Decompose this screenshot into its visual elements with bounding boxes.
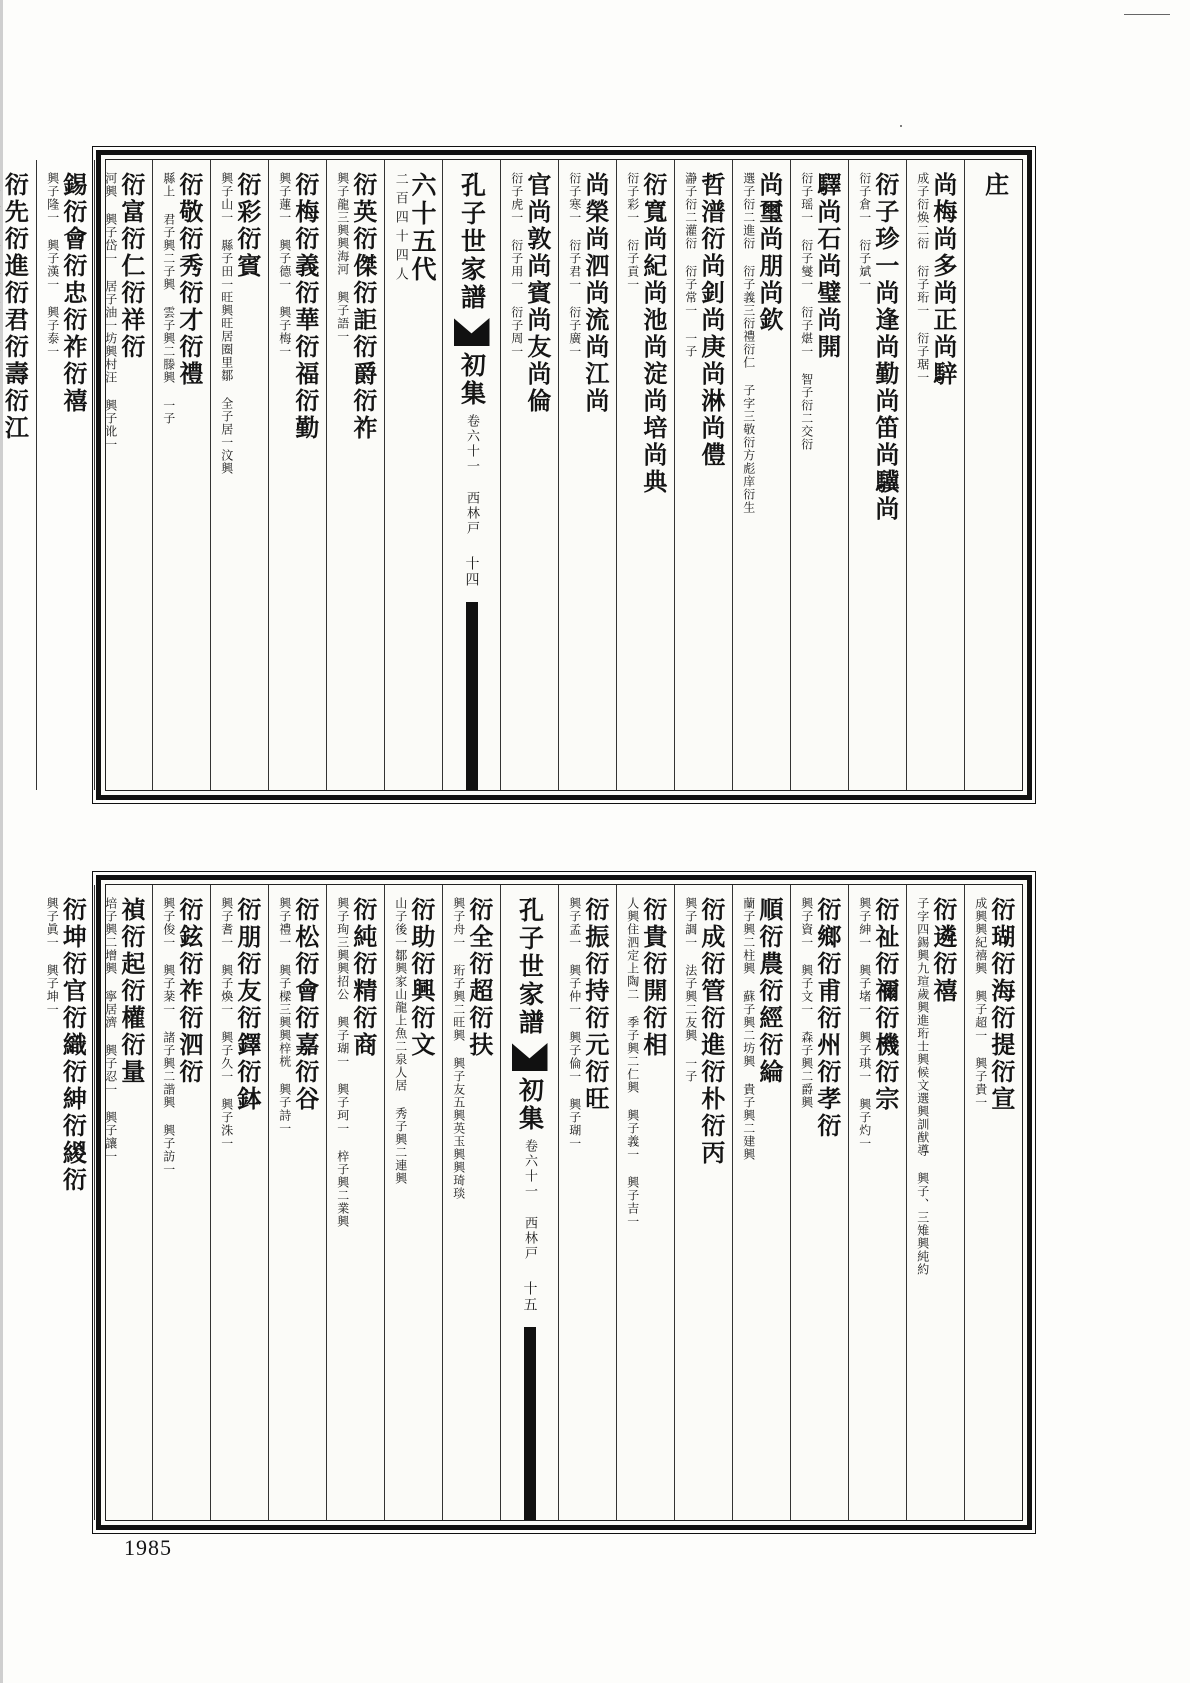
genealogy-column xyxy=(36,160,94,790)
person-names: 庄 xyxy=(980,172,1010,199)
genealogy-column xyxy=(268,160,326,790)
person-names: 衍遴衍禧 xyxy=(928,897,958,1005)
genealogy-column xyxy=(790,885,848,1520)
genealogy-page-bottom xyxy=(45,875,1032,1530)
volume-label: 卷六十一 西林戸 xyxy=(522,1139,537,1261)
descendant-note: 衍子彩一 衍子貢一 xyxy=(625,172,640,291)
generation-count: 二百四十四人 xyxy=(392,172,408,286)
genealogy-column xyxy=(500,160,558,790)
descendant-note: 蘭子興二柱興 蘇子興二坊興 貴子興二建興 xyxy=(741,897,756,1161)
person-names: 衍貴衍開衍相 xyxy=(638,897,668,1059)
generation-heading-column xyxy=(384,160,442,790)
genealogy-column xyxy=(616,885,674,1520)
genealogy-column xyxy=(906,885,964,1520)
genealogy-column xyxy=(326,885,384,1520)
person-names: 官尚敦尚賓尚友尚倫 xyxy=(522,172,552,415)
person-names: 衍富衍仁衍祥衍 xyxy=(116,172,146,361)
center-fold-column xyxy=(442,160,500,790)
descendant-note: 興子眞一 興子坤一 xyxy=(45,897,60,1016)
genealogy-column xyxy=(964,160,1022,790)
person-names: 錫衍會衍忠衍祚衍禧 xyxy=(58,172,88,415)
descendant-note: 衍子寒一 衍子君一 衍子廣一 xyxy=(567,172,582,358)
genealogy-column xyxy=(732,885,790,1520)
descendant-note: 興子俊一 興子棻一 諸子興二諧興 興子訪一 xyxy=(161,897,176,1176)
descendant-note: 興子禮一 興子樑三興興梓桄 興子詩一 xyxy=(277,897,292,1135)
genealogy-column xyxy=(152,160,210,790)
descendant-note: 興子資一 興子文一 森子興二爵興 xyxy=(799,897,814,1109)
person-names: 衍寬尚紀尚池尚淀尚培尚典 xyxy=(638,172,668,496)
genealogy-columns-top xyxy=(0,159,1023,791)
descendant-note: 選子衍二進衍 衍子義三衍禮衍仁 子字三敬衍方彪庠衍生 xyxy=(741,172,756,514)
genealogy-column xyxy=(442,885,500,1520)
descendant-note: 人興住泗定上陶二 季子興二仁興 興子義一 興子吉一 xyxy=(625,897,640,1228)
descendant-note: 山子後一鄒興家山龍上魚二泉人居 秀子興二連興 xyxy=(393,897,408,1185)
leaf-number: 十五 xyxy=(521,1281,538,1313)
person-names: 禎衍起衍權衍量 xyxy=(116,897,146,1086)
person-names: 衍全衍超衍扶 xyxy=(464,897,494,1059)
genealogy-column xyxy=(210,160,268,790)
genealogy-column xyxy=(152,885,210,1520)
generation-heading: 六十五代 xyxy=(407,172,437,284)
genealogy-column xyxy=(558,160,616,790)
descendant-note: 衍子虎一 衍子用一 衍子周一 xyxy=(509,172,524,358)
descendant-note: 興子紳一 興子堵一 興子琪一 興子灼一 xyxy=(857,897,872,1150)
person-names: 衍朋衍友衍鐸衍鉢 xyxy=(232,897,262,1113)
genealogy-column xyxy=(732,160,790,790)
descendant-note: 興子隆一 興子漢一 興子泰一 xyxy=(45,172,60,358)
person-names: 衍彩衍賓 xyxy=(232,172,262,280)
genealogy-column xyxy=(964,885,1022,1520)
descendant-note: 瀞子衍二灌衍 衍子常一 一子 xyxy=(683,172,698,358)
person-names: 衍子珍一尚逢尚勤尚笛尚驥尚 xyxy=(870,172,900,523)
person-names: 衍助衍興衍文 xyxy=(406,897,436,1059)
fish-tail-mark xyxy=(454,318,490,346)
genealogy-column xyxy=(210,885,268,1520)
page-number: 1985 xyxy=(124,1535,172,1560)
person-names: 衍瑚衍海衍提衍宣 xyxy=(986,897,1016,1113)
descendant-note: 興子舟一 珩子興二旺興 興子友五興英玉興興琦琰 xyxy=(451,897,466,1200)
genealogy-column xyxy=(0,160,36,790)
person-names: 衍梅衍義衍華衍福衍勤 xyxy=(290,172,320,442)
person-names: 驛尚石尚璧尚開 xyxy=(812,172,842,361)
genealogy-column xyxy=(268,885,326,1520)
descendant-note: 興子龍三興興海河 興子語一 xyxy=(335,172,350,343)
collection-label: 初集 xyxy=(457,352,487,408)
person-names: 衍敬衍秀衍才衍禮 xyxy=(174,172,204,388)
person-names: 衍鄉衍甫衍州衍孝衍 xyxy=(812,897,842,1140)
person-names: 尚榮尚泗尚流尚江尚 xyxy=(580,172,610,415)
person-names: 衍純衍精衍商 xyxy=(348,897,378,1059)
genealogy-column xyxy=(558,885,616,1520)
genealogy-column xyxy=(674,885,732,1520)
person-names: 衍成衍管衍進衍朴衍丙 xyxy=(696,897,726,1167)
book-title: 孔子世家譜 xyxy=(515,897,545,1037)
leaf-number: 十四 xyxy=(463,556,480,588)
person-names: 衍松衍會衍嘉衍谷 xyxy=(290,897,320,1113)
genealogy-column xyxy=(616,160,674,790)
genealogy-column xyxy=(790,160,848,790)
person-names: 衍鉉衍祚衍泗衍 xyxy=(174,897,204,1086)
person-names: 衍祉衍禰衍機衍宗 xyxy=(870,897,900,1113)
descendant-note: 興子珣三興興招公 興子瑚一 興子珂一 梓子興二業興 xyxy=(335,897,350,1228)
genealogy-column xyxy=(906,160,964,790)
descendant-note: 培子興二增興 寧居濟 興子忍一 興子讓一 xyxy=(103,897,118,1163)
person-names: 衍英衍傑衍詎衍爵衍祚 xyxy=(348,172,378,442)
genealogy-column xyxy=(36,885,94,1520)
genealogy-column xyxy=(384,885,442,1520)
genealogy-column xyxy=(674,160,732,790)
descendant-note: 衍子瑶一 衍子燮一 衍子煁一 智子衍二交衍 xyxy=(799,172,814,451)
fold-bar xyxy=(466,602,478,790)
descendant-note: 興子山一 縣子田一旺興旺居圈里鄒 全子居一汶興 xyxy=(219,172,234,475)
person-names: 順衍農衍經衍綸 xyxy=(754,897,784,1086)
center-fold-column xyxy=(500,885,558,1520)
descendant-note: 縣上 君子興二子興 雲子興二滕興 一子 xyxy=(161,172,176,425)
genealogy-column xyxy=(848,885,906,1520)
descendant-note: 興子孟一 興子仲一 興子倫一 興子瑚一 xyxy=(567,897,582,1150)
descendant-note: 河興 興子岱一 居子油一坊興村汪 興子讹一 xyxy=(103,172,118,451)
descendant-note: 興子耆一 興子煥一 興子久一 興子洙一 xyxy=(219,897,234,1150)
corner-mark xyxy=(1124,14,1170,15)
scan-speck xyxy=(900,125,902,127)
fold-bar xyxy=(524,1327,536,1520)
genealogy-column xyxy=(94,885,152,1520)
genealogy-column xyxy=(94,160,152,790)
descendant-note: 興子調一 法子興二友興 一子 xyxy=(683,897,698,1083)
person-names: 尚梅尚多尚正尚騂 xyxy=(928,172,958,388)
book-title: 孔子世家譜 xyxy=(457,172,487,312)
collection-label: 初集 xyxy=(515,1077,545,1133)
person-names: 哲潽衍尚釗尚庚尚淋尚僼 xyxy=(696,172,726,469)
genealogy-page-top xyxy=(0,150,1032,800)
person-names: 尚璽尚朋尚欽 xyxy=(754,172,784,334)
person-names: 衍坤衍官衍織衍紳衍緵衍 xyxy=(58,897,88,1194)
genealogy-columns-bottom xyxy=(45,884,1023,1521)
descendant-note: 衍子倉一 衍子斌一 xyxy=(857,172,872,291)
person-names: 衍先衍進衍君衍壽衍江 xyxy=(0,172,30,442)
descendant-note: 子字四錫興九瑄歲興進珩士興候文選興訓猷導 興子、三雉興純約 xyxy=(915,897,930,1276)
descendant-note: 成子衍焕二衍 衍子珩一 衍子琚一 xyxy=(915,172,930,384)
genealogy-column xyxy=(326,160,384,790)
fish-tail-mark xyxy=(512,1043,548,1071)
volume-label: 卷六十一 西林戸 xyxy=(464,414,479,536)
descendant-note: 興子蓮一 興子德一 興子梅一 xyxy=(277,172,292,358)
person-names: 衍振衍持衍元衍旺 xyxy=(580,897,610,1113)
genealogy-column xyxy=(848,160,906,790)
descendant-note: 成興興紀禧興 興子超一 興子貴一 xyxy=(973,897,988,1109)
